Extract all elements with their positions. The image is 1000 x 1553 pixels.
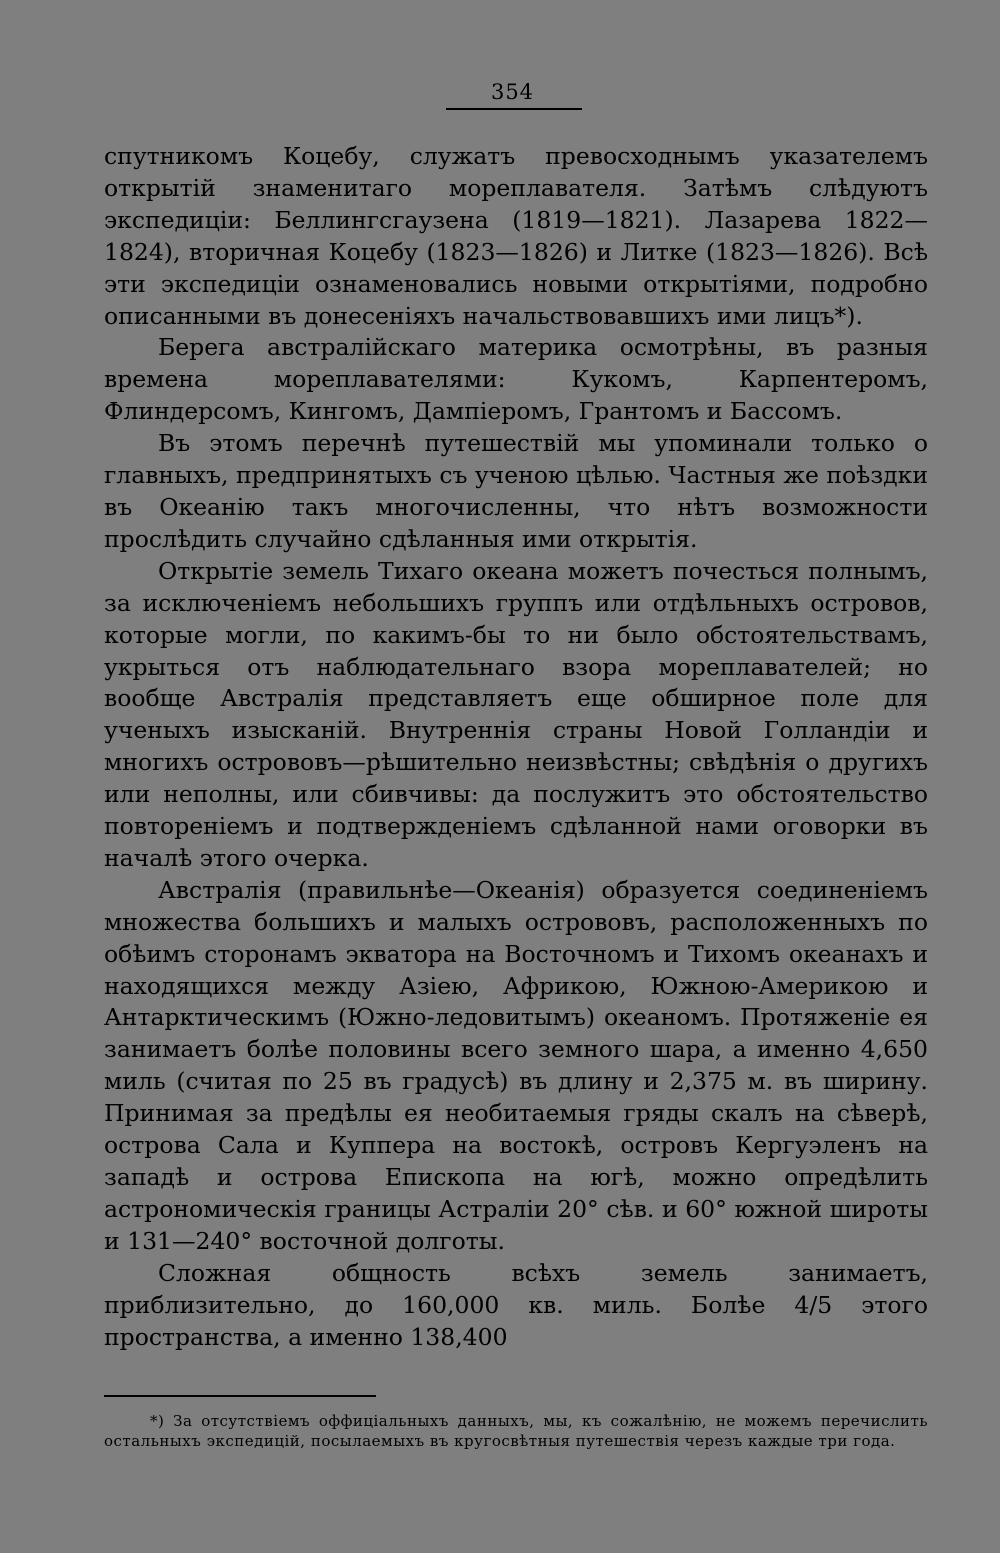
paragraph-4: Открытіе земель Тихаго океана можетъ почесться полнымъ, за исключеніемъ небольшихъ группъ или отдѣльныхъ островов, которые могли, по какимъ-бы то ни было обстоятельствамъ, укрыться отъ наблюдательнаго взора мореплавателей; но вообще Австралія представляетъ еще обширное поле для ученыхъ изысканій. Внутреннія страны Новой Голландіи и многихъ острововъ—рѣшительно неизвѣстны; свѣдѣнія о другихъ или неполны, или сбивчивы: да послужитъ это обстоятельство повтореніемъ и подтвержденіемъ сдѣланной нами оговорки въ началѣ этого очерка. (104, 556, 928, 872)
paragraph-3: Въ этомъ перечнѣ путешествій мы упоминали только о главныхъ, предпринятыхъ съ ученою цѣлью. Частныя же поѣздки въ Океанію такъ многочисленны, что нѣтъ возможности прослѣдить случайно сдѣланныя ими открытія. (104, 429, 928, 553)
page-number: 354 (490, 80, 535, 104)
footnote-rule (104, 1395, 376, 1397)
paragraph-1: спутникомъ Коцебу, служатъ превосходнымъ указателемъ открытій знаменитаго мореплавателя. Затѣмъ слѣдуютъ экспедиціи: Беллингсгаузена (1819—1821). Лазарева 1822—1824), вторичная Коцебу (1823—1826) и Литке (1823—1826). Всѣ эти экспедиціи ознаменовались новыми открытіями, подробно описанными въ донесеніяхъ начальствовавшихъ ими лицъ*). (104, 142, 928, 330)
body-text (104, 141, 928, 1353)
paragraph-2: Берега австралійскаго материка осмотрѣны, въ разныя времена мореплавателями: Кукомъ, Карпентеромъ, Флиндерсомъ, Кингомъ, Дампіеромъ, Грантомъ и Бассомъ. (104, 333, 928, 426)
footnote: *) За отсутствіемъ оффиціальныхъ данныхъ, мы, къ сожалѣнію, не можемъ перечислить остальныхъ экспедицій, посылаемыхъ въ кругосвѣтныя путешествія черезъ каждые три года. (104, 1412, 928, 1450)
page-number-rule (446, 108, 582, 110)
paragraph-5: Австралія (правильнѣе—Океанія) образуется соединеніемъ множества большихъ и малыхъ острововъ, расположенныхъ по обѣимъ сторонамъ экватора на Восточномъ и Тихомъ океанахъ и находящихся между Азіею, Африкою, Южною-Америкою и Антарктическимъ (Южно-ледовитымъ) океаномъ. Протяженіе ея занимаетъ болѣе половины всего земного шара, а именно 4,650 миль (считая по 25 въ градусѣ) въ длину и 2,375 м. въ ширину. Принимая за предѣлы ея необитаемыя гряды скалъ на сѣверѣ, острова Сала и Куппера на востокѣ, островъ Кергуэленъ на западѣ и острова Епископа на югѣ, можно опредѣлить астрономическія границы Астраліи 20° сѣв. и 60° южной широты и 131—240° восточной долготы. (104, 875, 928, 1255)
paragraph-6: Сложная общность всѣхъ земель занимаетъ, приблизительно, до 160,000 кв. миль. Болѣе 4/5 этого пространства, а именно 138,400 (104, 1258, 928, 1351)
